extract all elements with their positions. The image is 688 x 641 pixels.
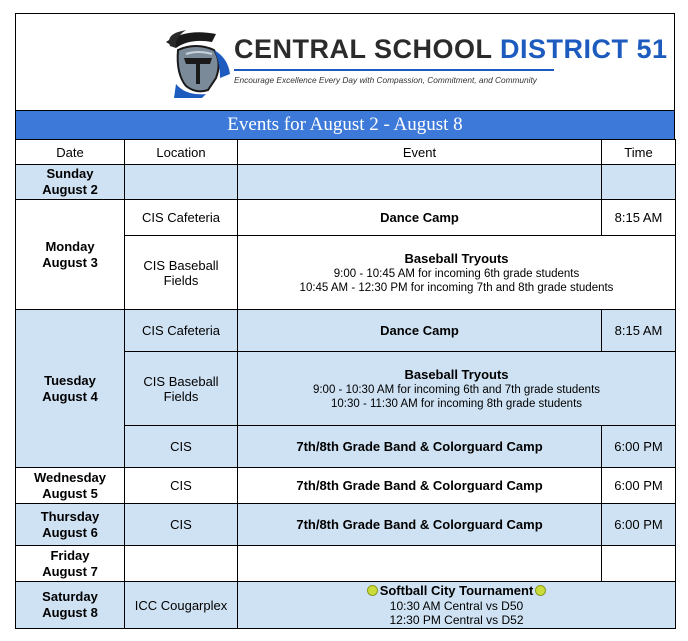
event-cell <box>238 546 602 582</box>
day-cell-sunday <box>16 165 125 200</box>
softball-icon <box>367 585 378 596</box>
location-cell: CIS <box>125 504 238 546</box>
day-cell-saturday <box>16 582 125 629</box>
spartan-helmet-logo <box>156 28 240 98</box>
day-cell-friday <box>16 546 125 582</box>
table-header-row <box>16 140 676 165</box>
weekday: Wednesday <box>33 469 106 485</box>
event-cell <box>238 165 602 200</box>
event-cell: 7th/8th Grade Band & Colorguard Camp <box>238 504 602 546</box>
day-cell-thursday <box>16 504 125 546</box>
location-cell: ICC Cougarplex <box>125 582 238 629</box>
event-detail: 10:45 AM - 12:30 PM for incoming 7th and 8th grade students <box>299 281 614 294</box>
location-cell: CIS <box>125 426 238 468</box>
location-cell: CIS <box>125 468 238 504</box>
time-cell <box>602 546 676 582</box>
location-cell: CIS Cafeteria <box>125 200 238 236</box>
event-title: Baseball Tryouts <box>404 250 509 266</box>
softball-icon <box>535 585 546 596</box>
location-cell: CIS Baseball Fields <box>125 352 238 426</box>
column-header-time: Time <box>602 140 676 165</box>
weekday: Friday <box>50 547 90 563</box>
header-rule <box>234 69 554 71</box>
district-header <box>15 13 675 111</box>
time-cell <box>602 165 676 200</box>
day-date: August 2 <box>42 182 98 197</box>
table-row <box>16 504 676 546</box>
weekday: Saturday <box>42 589 98 604</box>
time-cell: 6:00 PM <box>602 426 676 468</box>
table-row <box>16 310 676 352</box>
event-detail: 10:30 AM Central vs D50 <box>389 599 524 613</box>
table-row <box>16 582 676 629</box>
events-table <box>15 139 676 629</box>
time-cell: 6:00 PM <box>602 504 676 546</box>
events-sheet <box>15 13 675 629</box>
day-date: August 3 <box>42 254 98 270</box>
table-row <box>16 546 676 582</box>
event-cell: Dance Camp <box>238 200 602 236</box>
day-date: August 5 <box>42 485 98 501</box>
day-cell-wednesday <box>16 468 125 504</box>
location-cell: CIS Cafeteria <box>125 310 238 352</box>
column-header-location: Location <box>125 140 238 165</box>
time-cell: 8:15 AM <box>602 200 676 236</box>
weekday: Sunday <box>46 166 94 181</box>
event-cell <box>238 582 676 629</box>
event-detail: 10:30 - 11:30 AM for incoming 8th grade students <box>330 397 583 410</box>
event-cell: 7th/8th Grade Band & Colorguard Camp <box>238 468 602 504</box>
event-cell <box>238 236 676 310</box>
event-cell: Dance Camp <box>238 310 602 352</box>
column-header-date: Date <box>16 140 125 165</box>
time-cell: 8:15 AM <box>602 310 676 352</box>
weekday: Thursday <box>40 508 100 524</box>
event-title: Baseball Tryouts <box>404 366 509 382</box>
district-motto: Encourage Excellence Every Day with Compassion, Commitment, and Community <box>234 75 537 85</box>
column-header-event: Event <box>238 140 602 165</box>
day-date: August 8 <box>42 605 98 620</box>
table-row <box>16 468 676 504</box>
table-row <box>16 200 676 236</box>
event-detail: 9:00 - 10:30 AM for incoming 6th and 7th grade students <box>312 383 601 396</box>
weekday: Monday <box>45 238 95 254</box>
district-name <box>234 34 668 65</box>
day-date: August 6 <box>42 524 98 540</box>
event-title-row <box>240 583 673 599</box>
day-cell-monday <box>16 200 125 310</box>
event-detail: 12:30 PM Central vs D52 <box>389 613 524 627</box>
events-banner-title: Events for August 2 - August 8 <box>15 111 675 139</box>
location-cell: CIS Baseball Fields <box>125 236 238 310</box>
day-cell-tuesday <box>16 310 125 468</box>
event-cell: 7th/8th Grade Band & Colorguard Camp <box>238 426 602 468</box>
day-date: August 4 <box>42 388 98 404</box>
location-cell <box>125 546 238 582</box>
event-detail: 9:00 - 10:45 AM for incoming 6th grade students <box>333 267 580 280</box>
day-date: August 7 <box>42 563 98 579</box>
district-name-part2: DISTRICT 51 <box>500 34 668 64</box>
event-cell <box>238 352 676 426</box>
location-cell <box>125 165 238 200</box>
time-cell: 6:00 PM <box>602 468 676 504</box>
table-row <box>16 165 676 200</box>
weekday: Tuesday <box>44 372 96 388</box>
event-title: Softball City Tournament <box>379 583 534 598</box>
district-name-part1: CENTRAL SCHOOL <box>234 34 501 64</box>
